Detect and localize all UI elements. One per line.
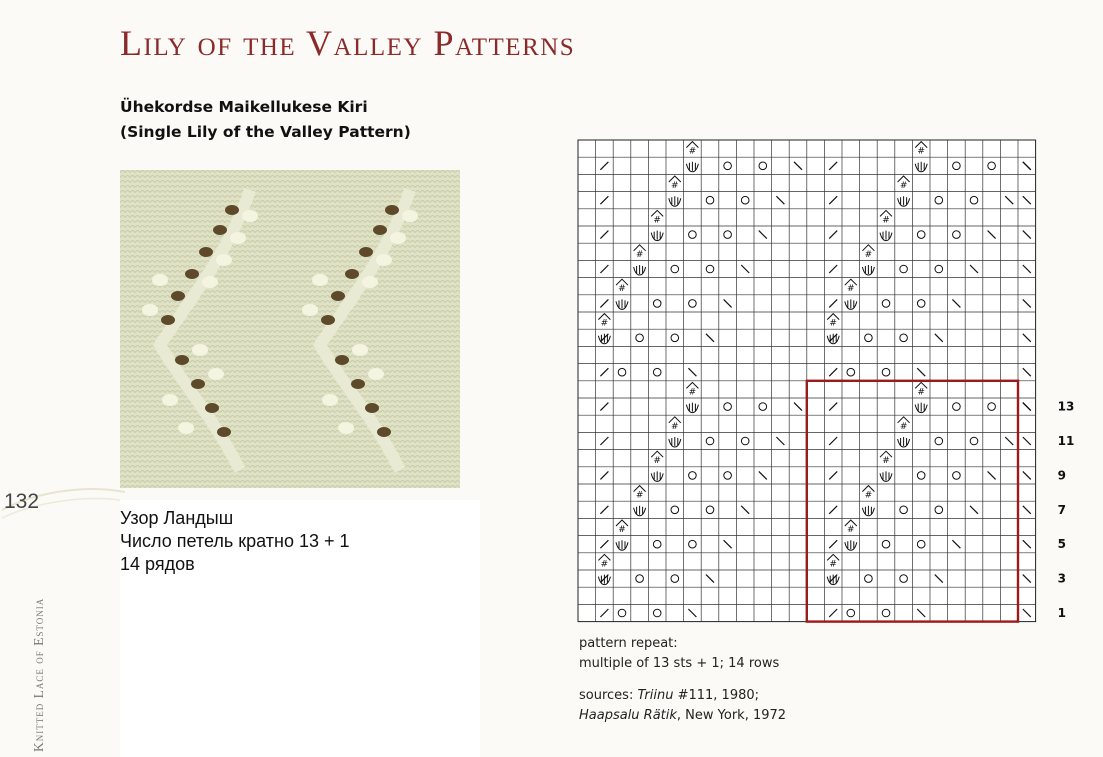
row-number: 13 [1057,399,1075,414]
nupp-gather-mark: # [635,490,644,501]
nupp-gather-mark: # [829,318,837,329]
source-1-title: Triinu [637,688,674,703]
row-number: 11 [1057,434,1075,448]
source-2-title: Haapsalu Rätik [579,708,677,723]
nupp-gather-mark: # [899,421,908,432]
page-title: Lily of the Valley Patterns [120,23,576,63]
russian-caption-line-2: Число петель кратно 13 + 1 [120,531,350,551]
nupp-gather-mark: # [847,284,855,295]
russian-caption-line-1: Узор Ландыш [120,508,234,528]
nupp-gather-mark: # [864,249,873,260]
sources-line-1 [579,686,786,706]
nupp-gather-mark: # [864,490,873,501]
nupp-gather-mark: # [917,146,925,157]
repeat-value: multiple of 13 sts + 1; 14 rows [579,656,780,671]
knitted-lace-swatch [120,170,460,488]
book-title-vertical: Knitted Lace of Estonia [31,597,46,752]
nupp-gather-mark: # [688,146,697,157]
nupp-gather-mark: # [653,456,661,467]
nupp-gather-mark: # [899,181,908,191]
nupp-gather-mark: # [635,249,644,260]
source-2-detail: , New York, 1972 [676,708,787,723]
nupp-gather-mark: # [917,387,925,398]
nupp-gather-mark: # [829,559,837,570]
nupp-gather-mark: # [671,181,679,191]
russian-caption-line-3: 14 рядов [120,554,195,574]
source-1-detail: #111, 1980; [673,688,760,703]
page-number: 132 [4,490,40,513]
row-number: 1 [1057,606,1066,620]
repeat-label: pattern repeat: [579,636,678,651]
nupp-gather-mark: # [618,525,626,535]
nupp-gather-mark: # [671,421,679,432]
row-number: 3 [1057,571,1066,586]
nupp-gather-mark: # [882,215,890,226]
nupp-gather-mark: # [882,456,890,467]
row-number: 5 [1057,537,1066,552]
nupp-gather-mark: # [847,525,855,535]
sources-label: sources: [579,688,634,703]
row-number: 9 [1057,468,1066,483]
nupp-gather-mark: # [600,559,609,570]
nupp-gather-mark: # [618,284,626,295]
pattern-name-estonian: Ühekordse Maikellukese Kiri [120,98,368,116]
knitting-chart [570,130,1075,622]
pattern-notes [579,634,786,726]
nupp-gather-mark: # [653,215,661,226]
nupp-gather-mark: # [688,387,697,398]
pattern-heading [120,95,411,145]
pattern-name-english: (Single Lily of the Valley Pattern) [120,123,411,141]
russian-caption [120,507,350,576]
sources-line-2 [579,706,786,726]
row-number: 7 [1057,502,1066,517]
nupp-gather-mark: # [600,318,609,329]
swatch-photo [120,170,460,488]
